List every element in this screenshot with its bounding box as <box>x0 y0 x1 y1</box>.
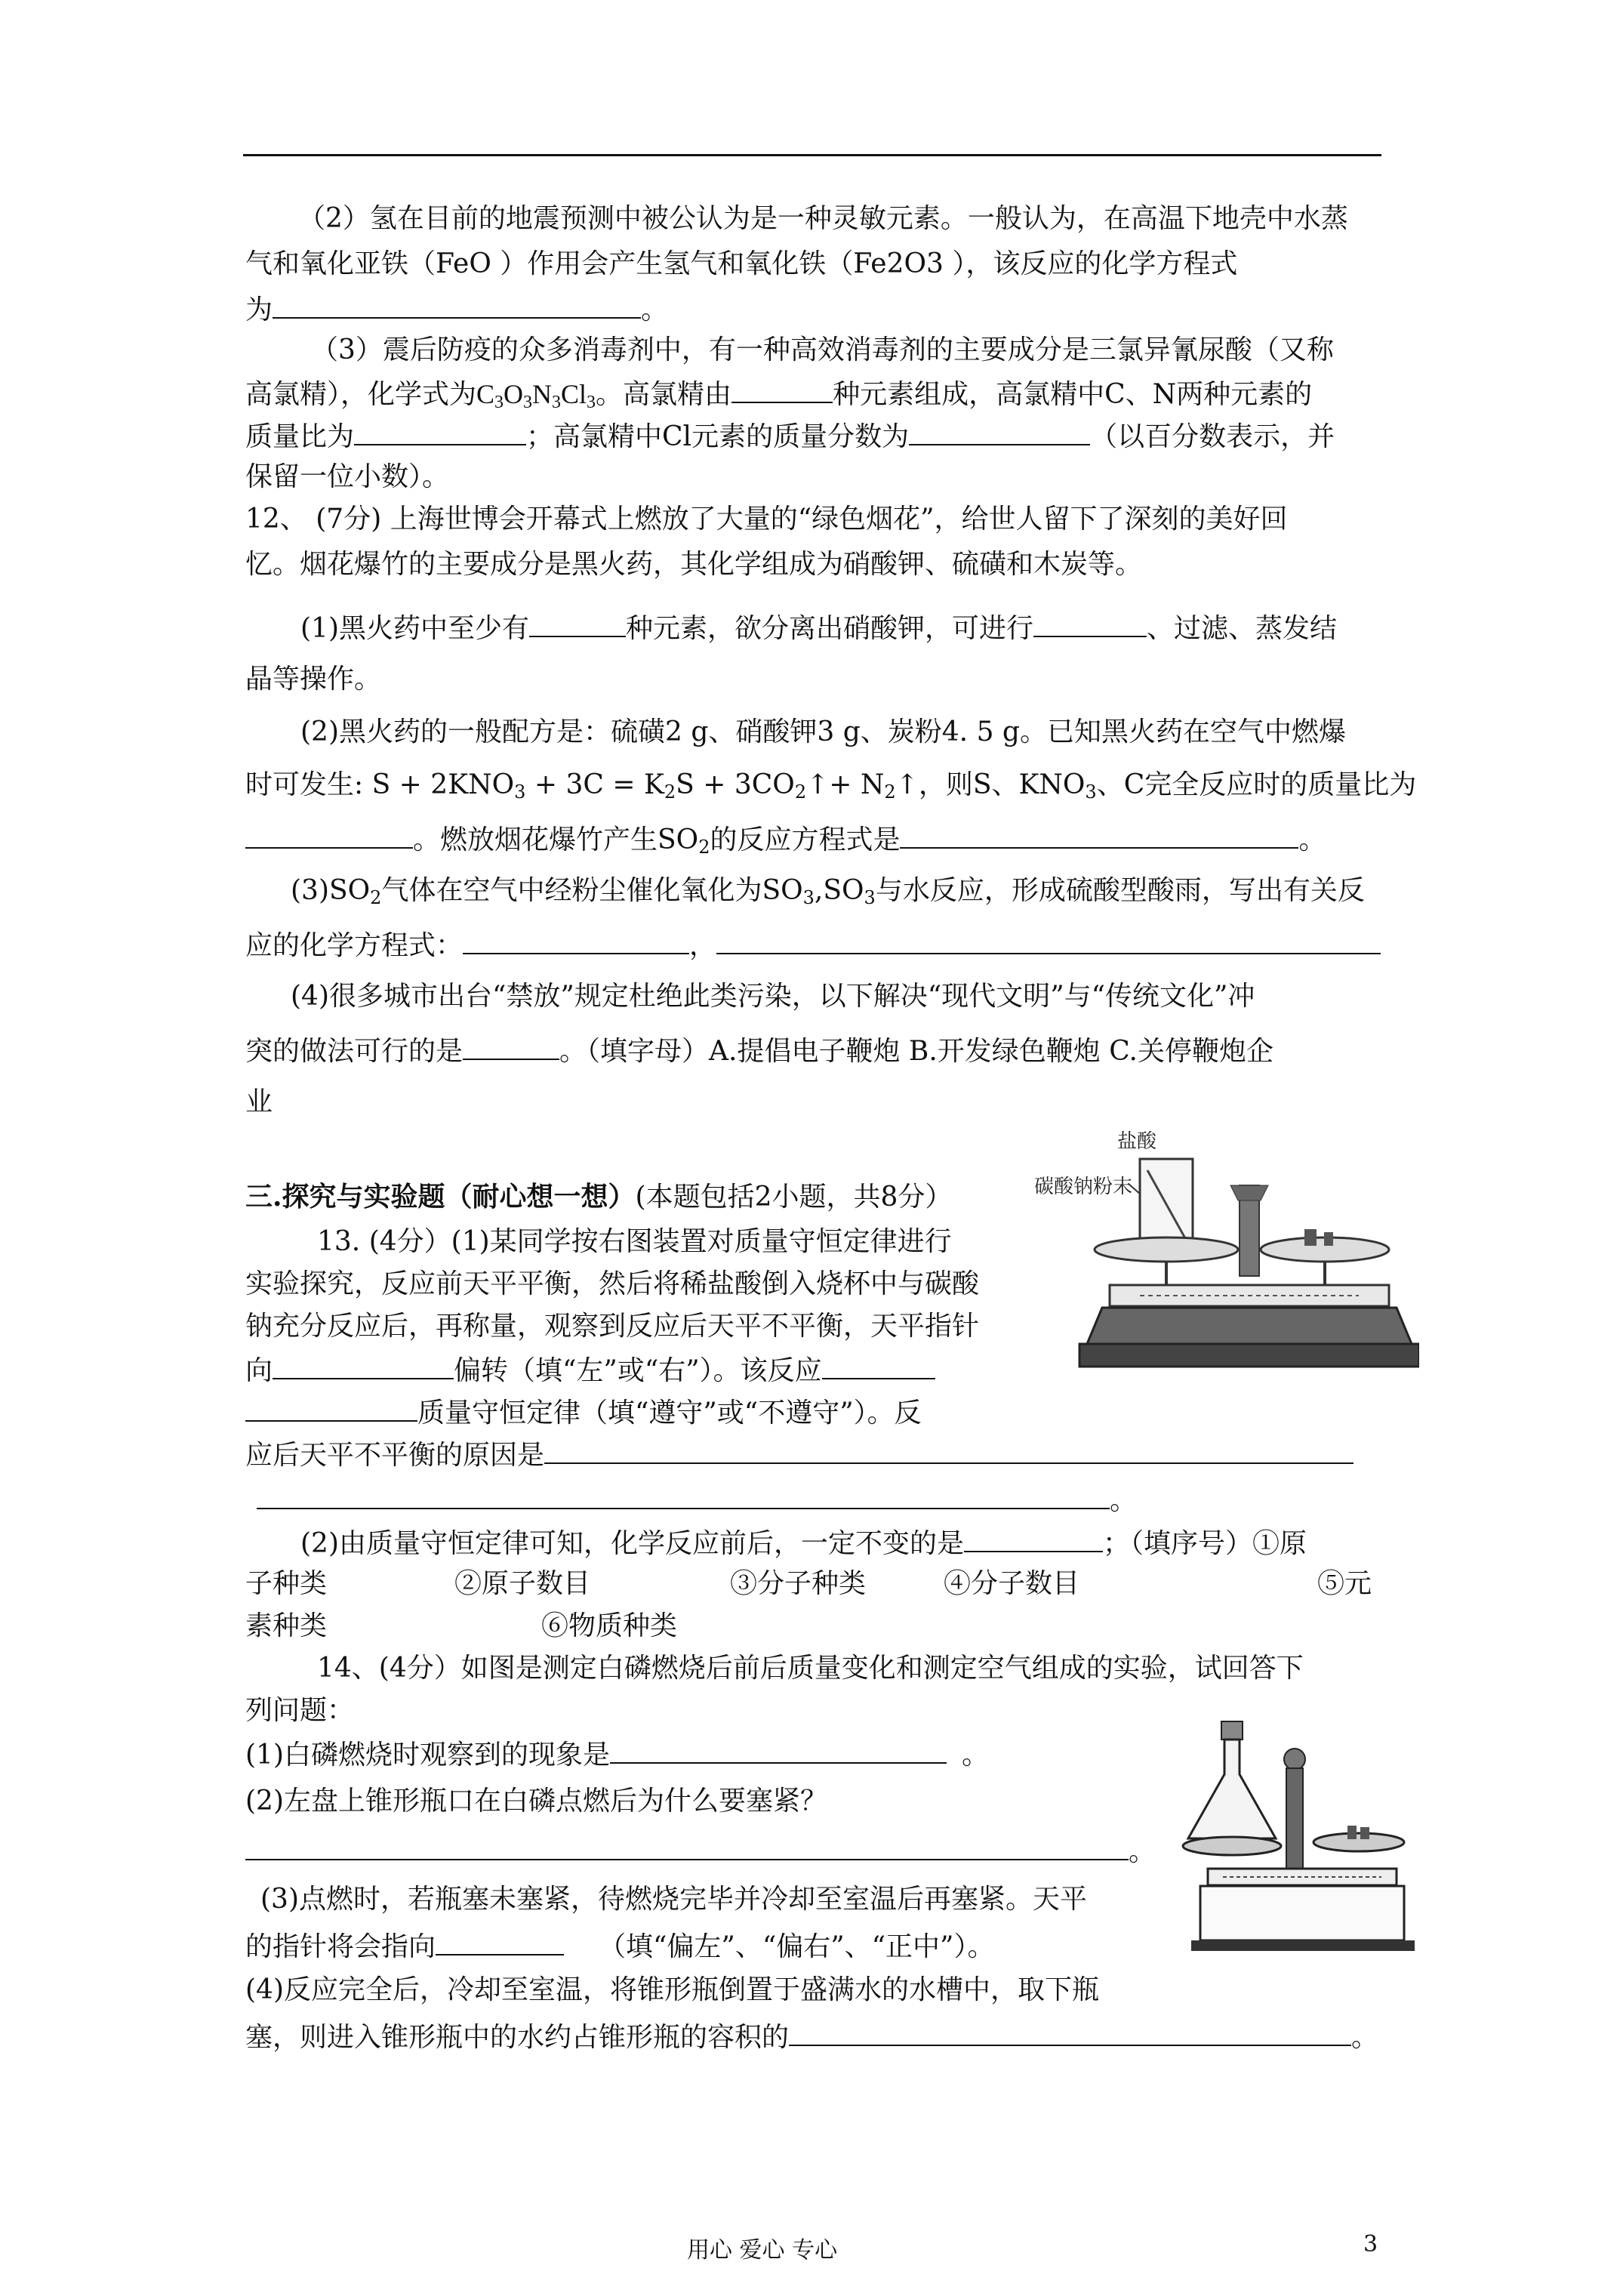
q12-p4-line1: (4)很多城市出台“禁放”规定杜绝此类污染，以下解决“现代文明”与“传统文化”冲 <box>291 981 1255 1012</box>
text: （填“偏左”、“偏右”、“正中”）。 <box>599 1931 995 1962</box>
q13-line7 <box>257 1484 1137 1516</box>
q12-p2-line3: 。燃放烟花爆竹产生$SO_2$的反应方程式是 。 <box>245 823 1326 862</box>
q13-option-1: 子种类 <box>245 1568 328 1599</box>
text: 。高氯精由 <box>596 379 732 410</box>
answer-blank[interactable] <box>1033 612 1147 637</box>
text: 塞，则进入锥形瓶中的水约占锥形瓶的容积的 <box>245 2022 790 2053</box>
text: 应的化学方程式： <box>245 930 463 961</box>
answer-blank[interactable] <box>822 1354 935 1379</box>
balance-flask-figure <box>1178 1714 1419 1955</box>
text: 。 <box>641 294 669 325</box>
section-note: (本题包括2小题，共8分） <box>635 1182 953 1213</box>
conical-flask-icon <box>1188 1740 1276 1838</box>
section-title: 三.探究与实验题（耐心想一想） <box>245 1181 636 1213</box>
footer-motto: 用心 爱心 专心 <box>687 2237 838 2264</box>
text: 种元素组成，高氯精中C、N两种元素的 <box>833 379 1313 410</box>
answer-blank[interactable] <box>257 1484 1110 1509</box>
label-sodium-carbonate: 碳酸钠粉末 <box>1034 1176 1133 1198</box>
q14-line1: 14、(4分）如图是测定白磷燃烧后前后质量变化和测定空气组成的实验，试回答下 <box>317 1653 1304 1684</box>
q13-option-3: ③分子种类 <box>730 1568 867 1599</box>
q13-option-6: ⑥物质种类 <box>541 1610 678 1641</box>
q13-option-2: ②原子数目 <box>454 1568 591 1599</box>
text: 质量守恒定律（填“遵守”或“不遵守”）。反 <box>417 1398 922 1428</box>
answer-blank[interactable] <box>789 2020 1351 2046</box>
text: 偏转（填“左”或“右”）。该反应 <box>454 1355 822 1386</box>
q13-option-5: ⑤元 <box>1317 1568 1372 1599</box>
q13-option-4: ④分子数目 <box>944 1568 1080 1599</box>
q11-p2-line3 <box>245 293 668 325</box>
q11-p3-line1: （3）震后防疫的众多消毒剂中，有一种高效消毒剂的主要成分是三氯异氰尿酸（又称 <box>311 334 1334 365</box>
answer-blank[interactable] <box>731 378 833 403</box>
text: 。 <box>1298 824 1326 855</box>
formula: $C_3O_3N_3Cl_3$ <box>476 379 596 412</box>
q13-line2: 实验探究，反应前天平平衡，然后将稀盐酸倒入烧杯中与碳酸 <box>245 1268 980 1299</box>
q14-p4-line1: (4)反应完全后，冷却至室温，将锥形瓶倒置于盛满水的水槽中，取下瓶 <box>245 1974 1099 2005</box>
text: 。（填字母）A.提倡电子鞭炮 B.开发绿色鞭炮 C.关停鞭炮企 <box>559 1036 1273 1067</box>
weight-icon <box>1360 1827 1369 1839</box>
section3-heading <box>245 1182 952 1213</box>
label-hydrochloric-acid: 盐酸 <box>1117 1130 1157 1153</box>
answer-blank[interactable] <box>463 929 689 954</box>
text: 的指针将会指向 <box>245 1931 436 1962</box>
text: 的反应方程式是 <box>710 824 901 855</box>
answer-blank[interactable] <box>964 1527 1103 1552</box>
q12-p3-line2 <box>245 929 1381 961</box>
right-pan-icon <box>1313 1833 1404 1851</box>
q13-p2-line1 <box>300 1527 1307 1559</box>
text: 。 <box>1351 2022 1379 2053</box>
q12-p4-line2 <box>245 1034 1273 1067</box>
q12-p2-line1: (2)黑火药的一般配方是：硫磺2 g、硝酸钾3 g、炭粉4. 5 g。已知黑火药在空气中燃爆 <box>300 717 1346 747</box>
q12-p1-line2: 晶等操作。 <box>245 664 382 695</box>
q12-line1: 12、 (7分) 上海世博会开幕式上燃放了大量的“绿色烟花”，给世人留下了深刻的美好回 <box>245 504 1288 535</box>
q13-line6 <box>245 1438 1354 1471</box>
text: (1)白磷燃烧时观察到的现象是 <box>245 1740 610 1771</box>
q14-p3-line2 <box>245 1930 994 1962</box>
answer-blank[interactable] <box>463 1034 559 1060</box>
q11-p2-line1: （2）氢在目前的地震预测中被公认为是一种灵敏元素。一般认为，在高温下地壳中水蒸 <box>298 203 1348 234</box>
text: ；（填序号）①原 <box>1103 1528 1307 1559</box>
q12-p3-line1: $(3)SO_2$气体在空气中经粉尘催化氧化为$SO_3,SO_3$与水反应，形成硫酸型酸雨，写出有关反 <box>291 875 1365 908</box>
answer-blank[interactable] <box>909 420 1090 445</box>
q14-p3-line1: (3)点燃时，若瓶塞未塞紧，待燃烧完毕并冷却至室温后再塞紧。天平 <box>260 1884 1087 1915</box>
q11-p3-line3 <box>245 420 1335 452</box>
q14-p4-line2 <box>245 2020 1378 2053</box>
header-rule <box>243 154 1381 156</box>
text: （以百分数表示，并 <box>1090 421 1335 452</box>
answer-blank[interactable] <box>273 1354 454 1379</box>
text: 突的做法可行的是 <box>245 1036 463 1067</box>
text: 。 <box>1110 1485 1138 1516</box>
q14-line2: 列问题： <box>245 1695 355 1726</box>
q13-line4 <box>245 1354 935 1386</box>
answer-blank[interactable] <box>245 823 413 849</box>
balance-beaker-figure <box>1027 1117 1419 1389</box>
q13-line5 <box>245 1396 922 1428</box>
q14-p2-answer <box>245 1835 1156 1867</box>
q12-line2: 忆。烟花爆竹的主要成分是黑火药，其化学组成为硝酸钾、硫磺和木炭等。 <box>245 549 1143 580</box>
q13-option-5-cont: 素种类 <box>245 1610 328 1641</box>
answer-blank[interactable] <box>273 293 641 319</box>
answer-blank[interactable] <box>610 1738 947 1764</box>
weight-icon <box>1347 1826 1357 1839</box>
q13-line3: 钠充分反应后，再称量，观察到反应后天平不平衡，天平指针 <box>245 1311 980 1342</box>
text: 。 <box>962 1740 990 1771</box>
text: 质量比为 <box>245 421 355 452</box>
q11-p2-line2: 气和氧化亚铁（FeO ）作用会产生氢气和氧化铁（Fe2O3 ），该反应的化学方程式 <box>245 248 1238 279</box>
q11-p3-line2 <box>245 378 1312 418</box>
answer-blank[interactable] <box>716 929 1381 954</box>
answer-blank[interactable] <box>354 420 526 445</box>
text: 。 <box>1129 1836 1156 1867</box>
pointer-post-icon <box>1286 1768 1303 1874</box>
q14-p2: (2)左盘上锥形瓶口在白磷点燃后为什么要塞紧？ <box>245 1786 827 1817</box>
text: ；高氯精中Cl元素的质量分数为 <box>526 421 910 452</box>
q14-p1 <box>245 1738 989 1771</box>
text: (1)黑火药中至少有 <box>300 613 529 644</box>
left-pan-icon <box>1095 1237 1238 1262</box>
text: (2)由质量守恒定律可知，化学反应前后，一定不变的是 <box>300 1528 964 1559</box>
answer-blank[interactable] <box>436 1930 564 1955</box>
answer-blank[interactable] <box>529 612 626 637</box>
stopper-icon <box>1221 1721 1243 1740</box>
weight-icon <box>1324 1232 1333 1246</box>
q12-p2-equation: 时可发生: $S + 2KNO_3 + 3C = K_2S$ + $3CO_2↑+$ $N_2↑$，则S、$KNO_3$、C完全反应时的质量比为 <box>245 769 1417 803</box>
weight-icon <box>1304 1229 1317 1246</box>
text: 高氯精），化学式为 <box>245 379 477 410</box>
page-number: 3 <box>1363 2231 1378 2257</box>
text: 向 <box>245 1355 273 1386</box>
text: 应后天平不平衡的原因是 <box>245 1440 545 1471</box>
answer-blank[interactable] <box>245 1396 417 1422</box>
answer-blank[interactable] <box>544 1438 1354 1464</box>
answer-blank[interactable] <box>900 823 1298 849</box>
q12-p4-line3: 业 <box>245 1086 273 1117</box>
text: 为 <box>245 294 273 325</box>
q13-line1: 13. (4分）(1)某同学按右图装置对质量守恒定律进行 <box>317 1226 952 1257</box>
text: 种元素，欲分离出硝酸钾，可进行 <box>626 613 1034 644</box>
left-pan-icon <box>1183 1837 1281 1855</box>
text: 。燃放烟花爆竹产生SO <box>413 824 699 855</box>
text: ， <box>689 930 717 961</box>
q11-p3-line4: 保留一位小数）。 <box>245 461 450 492</box>
balance-base-icon <box>1200 1886 1404 1940</box>
balance-base-icon <box>1087 1308 1412 1344</box>
q12-p1-line1 <box>300 612 1337 644</box>
answer-blank[interactable] <box>245 1835 1129 1860</box>
text: 、过滤、蒸发结 <box>1147 613 1338 644</box>
